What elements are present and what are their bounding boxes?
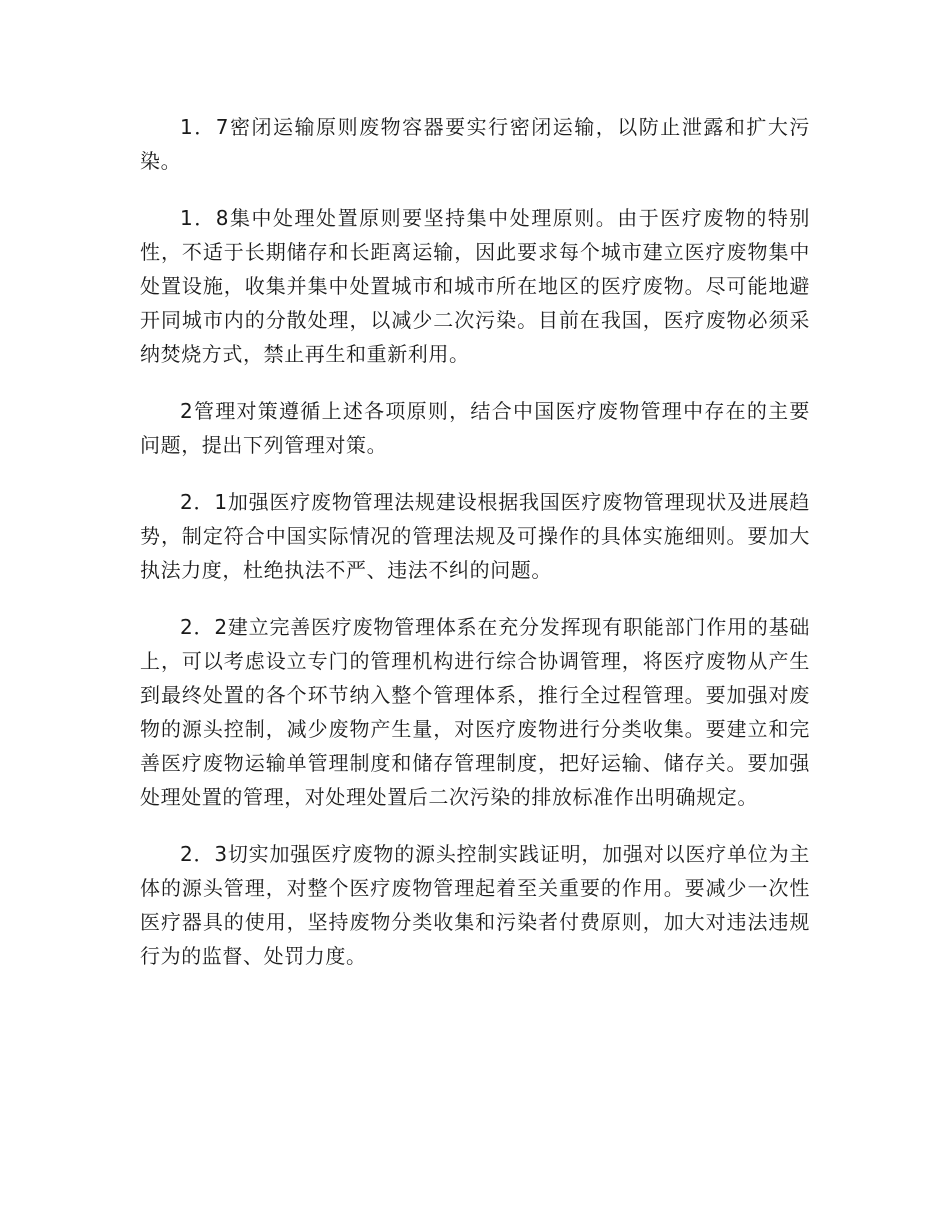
document-body	[140, 110, 810, 996]
paragraph-2-1-regulations: 2．1加强医疗废物管理法规建设根据我国医疗废物管理现状及进展趋势，制定符合中国实际情况的管理法规及可操作的具体实施细则。要加大执法力度，杜绝执法不严、违法不纠的问题。	[140, 490, 810, 582]
paragraph-2-3-source-control: 2．3切实加强医疗废物的源头控制实践证明，加强对以医疗单位为主体的源头管理，对整个医疗废物管理起着至关重要的作用。要减少一次性医疗器具的使用，坚持废物分类收集和污染者付费原则，加大对违法违规行为的监督、处罚力度。	[140, 842, 810, 968]
paragraph-1-7-sealed-transport: 1．7密闭运输原则废物容器要实行密闭运输，以防止泄露和扩大污染。	[140, 115, 810, 173]
paragraph-2-management-measures: 2管理对策遵循上述各项原则，结合中国医疗废物管理中存在的主要问题，提出下列管理对策。	[140, 399, 810, 457]
paragraph-2-2-management-system: 2．2建立完善医疗废物管理体系在充分发挥现有职能部门作用的基础上，可以考虑设立专门的管理机构进行综合协调管理，将医疗废物从产生到最终处置的各个环节纳入整个管理体系，推行全过程管理。要加强对废物的源头控制，减少废物产生量，对医疗废物进行分类收集。要建立和完善医疗废物运输单管理制度和储存管理制度，把好运输、储存关。要加强处理处置的管理，对处理处置后二次污染的排放标准作出明确规定。	[140, 615, 810, 809]
paragraph-1-8-centralized-disposal: 1．8集中处理处置原则要坚持集中处理原则。由于医疗废物的特别性，不适于长期储存和长距离运输，因此要求每个城市建立医疗废物集中处置设施，收集并集中处置城市和城市所在地区的医疗废物。尽可能地避开同城市内的分散处理，以减少二次污染。目前在我国，医疗废物必须采纳焚烧方式，禁止再生和重新利用。	[140, 206, 810, 366]
